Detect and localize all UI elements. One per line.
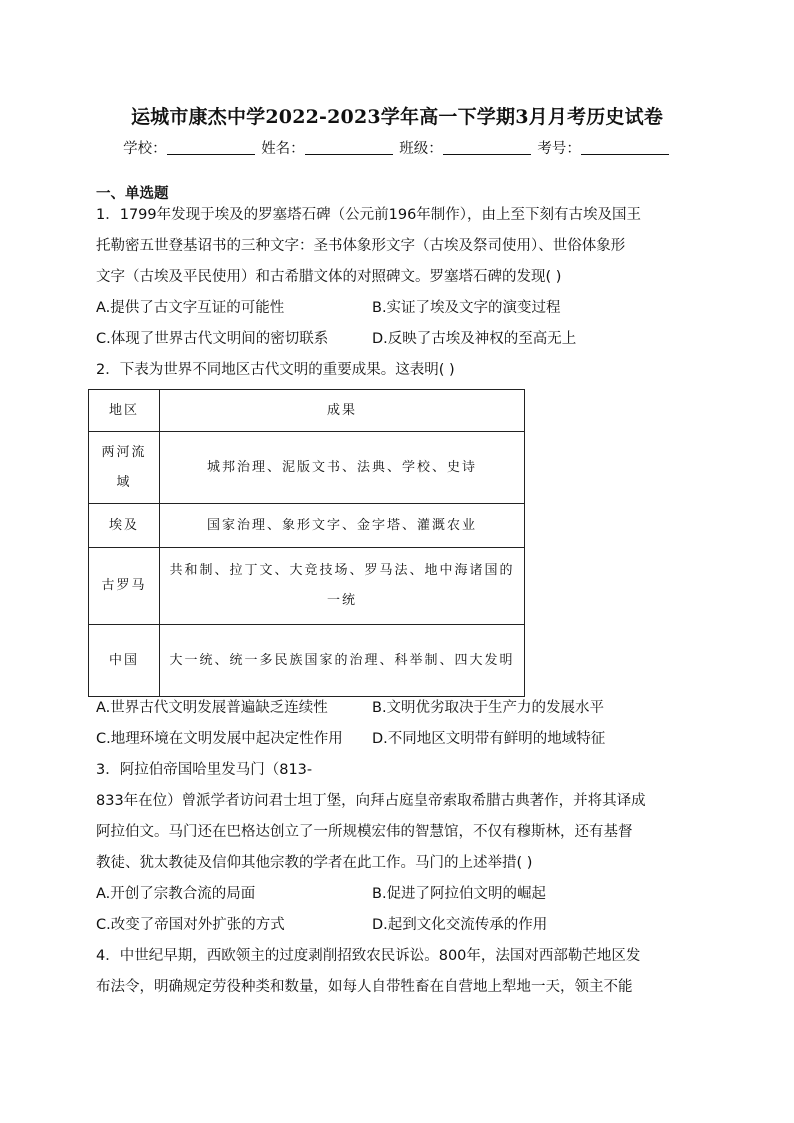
class-blank[interactable] <box>443 140 531 155</box>
school-label: 学校： <box>123 141 167 157</box>
name-label: 姓名： <box>261 141 305 157</box>
achievements-table <box>88 389 525 697</box>
table-row <box>89 432 525 504</box>
table-cell: 共和制、拉丁文、大竞技场、罗马法、地中海诸国的一统 <box>160 548 525 625</box>
section-heading: 一、单选题 <box>96 186 169 202</box>
q2-option-b[interactable]: B.文明优劣取决于生产力的发展水平 <box>372 700 605 716</box>
q2-option-c[interactable]: C.地理环境在文明发展中起决定性作用 <box>96 731 343 747</box>
table-header-cell: 地区 <box>89 390 160 432</box>
table-row <box>89 548 525 625</box>
q2-option-d[interactable]: D.不同地区文明带有鲜明的地域特征 <box>372 731 606 747</box>
q1-option-d[interactable]: D.反映了古埃及神权的至高无上 <box>372 331 577 347</box>
number-blank[interactable] <box>581 140 669 155</box>
q1-option-c[interactable]: C.体现了世界古代文明间的密切联系 <box>96 331 329 347</box>
q1-line-1: 1．1799年发现于埃及的罗塞塔石碑（公元前196年制作），由上至下刻有古埃及国王 <box>96 207 642 223</box>
table-header-cell: 成果 <box>160 390 525 432</box>
q3-option-a[interactable]: A.开创了宗教合流的局面 <box>96 886 256 902</box>
table-cell: 中国 <box>89 625 160 697</box>
q3-line-3: 阿拉伯文。马门还在巴格达创立了一所规模宏伟的智慧馆，不仅有穆斯林，还有基督 <box>96 824 633 840</box>
table-cell: 两河流域 <box>89 432 160 504</box>
class-label: 班级： <box>399 141 443 157</box>
table-row <box>89 504 525 548</box>
q3-option-c[interactable]: C.改变了帝国对外扩张的方式 <box>96 917 285 933</box>
table-cell: 城邦治理、泥版文书、法典、学校、史诗 <box>160 432 525 504</box>
q3-line-1: 3．阿拉伯帝国哈里发马门（813- <box>96 762 313 778</box>
q3-line-2: 833年在位）曾派学者访问君士坦丁堡，向拜占庭皇帝索取希腊古典著作，并将其译成 <box>96 793 646 809</box>
q3-option-d[interactable]: D.起到文化交流传承的作用 <box>372 917 548 933</box>
table-cell: 埃及 <box>89 504 160 548</box>
q3-option-b[interactable]: B.促进了阿拉伯文明的崛起 <box>372 886 547 902</box>
q3-line-4: 教徒、犹太教徒及信仰其他宗教的学者在此工作。马门的上述举措( ) <box>96 855 533 871</box>
student-info-row <box>0 137 794 158</box>
q1-line-3: 文字（古埃及平民使用）和古希腊文体的对照碑文。罗塞塔石碑的发现( ) <box>96 269 562 285</box>
q1-option-b[interactable]: B.实证了埃及文字的演变过程 <box>372 300 561 316</box>
table-header-row <box>89 390 525 432</box>
table-cell: 古罗马 <box>89 548 160 625</box>
table-row <box>89 625 525 697</box>
table-cell: 国家治理、象形文字、金字塔、灌溉农业 <box>160 504 525 548</box>
q2-option-a[interactable]: A.世界古代文明发展普遍缺乏连续性 <box>96 700 328 716</box>
name-blank[interactable] <box>305 140 393 155</box>
q4-line-2: 布法令，明确规定劳役种类和数量，如每人自带牲畜在自营地上犁地一天，领主不能 <box>96 979 633 995</box>
school-blank[interactable] <box>167 140 255 155</box>
q1-option-a[interactable]: A.提供了古文字互证的可能性 <box>96 300 285 316</box>
number-label: 考号： <box>537 141 581 157</box>
exam-title: 运城市康杰中学2022-2023学年高一下学期3月月考历史试卷 <box>130 106 664 128</box>
table-cell: 大一统、统一多民族国家的治理、科举制、四大发明 <box>160 625 525 697</box>
q4-line-1: 4．中世纪早期，西欧领主的过度剥削招致农民诉讼。800年，法国对西部勒芒地区发 <box>96 948 641 964</box>
q2-stem: 2．下表为世界不同地区古代文明的重要成果。这表明( ) <box>96 362 455 378</box>
q1-line-2: 托勒密五世登基诏书的三种文字：圣书体象形文字（古埃及祭司使用）、世俗体象形 <box>96 238 626 254</box>
